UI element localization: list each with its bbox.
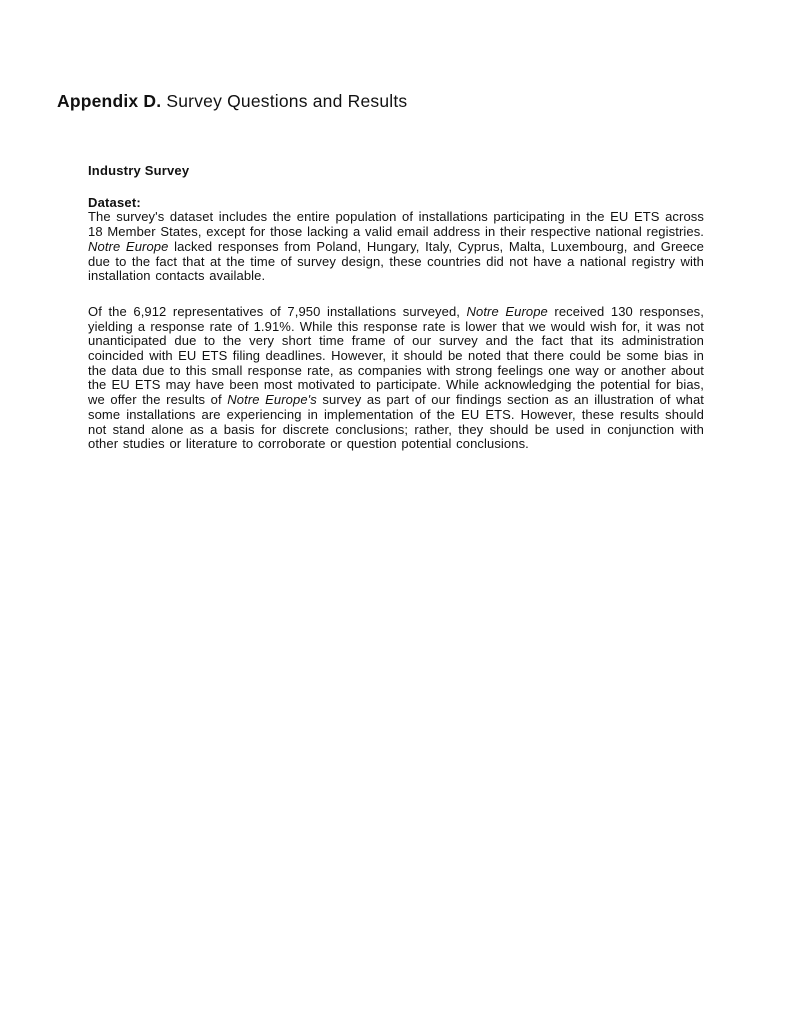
- text-segment: lacked responses from Poland, Hungary, Italy, Cyprus, Malta, Luxembourg, and Greece due to the fact that at the time of survey design, these countries did not have a national registry with installation contacts available.: [88, 238, 704, 284]
- text-segment-italic-notre-europe: Notre Europe: [466, 303, 548, 319]
- text-segment: The survey's dataset includes the entire population of installations participating in the EU ETS across 18 Member States, except for those lacking a valid email address in their respective national registries.: [88, 209, 704, 240]
- dataset-heading: Dataset:: [88, 194, 141, 210]
- text-segment-italic-notre-europes: Notre Europe's: [227, 392, 317, 408]
- text-segment-italic-notre-europe: Notre Europe: [88, 238, 169, 254]
- paragraph-response-rate: [88, 305, 704, 452]
- text-segment: received 130 responses, yielding a response rate of 1.91%. While this response rate is lower that we would wish for, it was not unanticipated due to the very short time frame of our survey and the fact that its administration coincided with EU ETS filing deadlines. However, it should be noted that there could be some bias in the data due to this small response rate, as companies with strong feelings one way or another about the EU ETS may have been most motivated to participate. While acknowledging the potential for bias, we offer the results of: [88, 303, 704, 408]
- page-title-appendix-label: Appendix D.: [57, 91, 162, 111]
- page-title: [57, 91, 407, 112]
- document-body: [88, 164, 704, 452]
- text-segment: Of the 6,912 representatives of 7,950 installations surveyed,: [88, 303, 467, 319]
- text-segment: survey as part of our findings section as an illustration of what some installations are experiencing in implementation of the EU ETS. However, these results should not stand alone as a basis for discrete conclusions; rather, they should be used in conjunction with other studies or literature to corroborate or question potential conclusions.: [88, 392, 705, 452]
- paragraph-dataset-description: [88, 210, 704, 284]
- industry-survey-heading: Industry Survey: [88, 163, 190, 178]
- page-title-rest: Survey Questions and Results: [161, 91, 408, 111]
